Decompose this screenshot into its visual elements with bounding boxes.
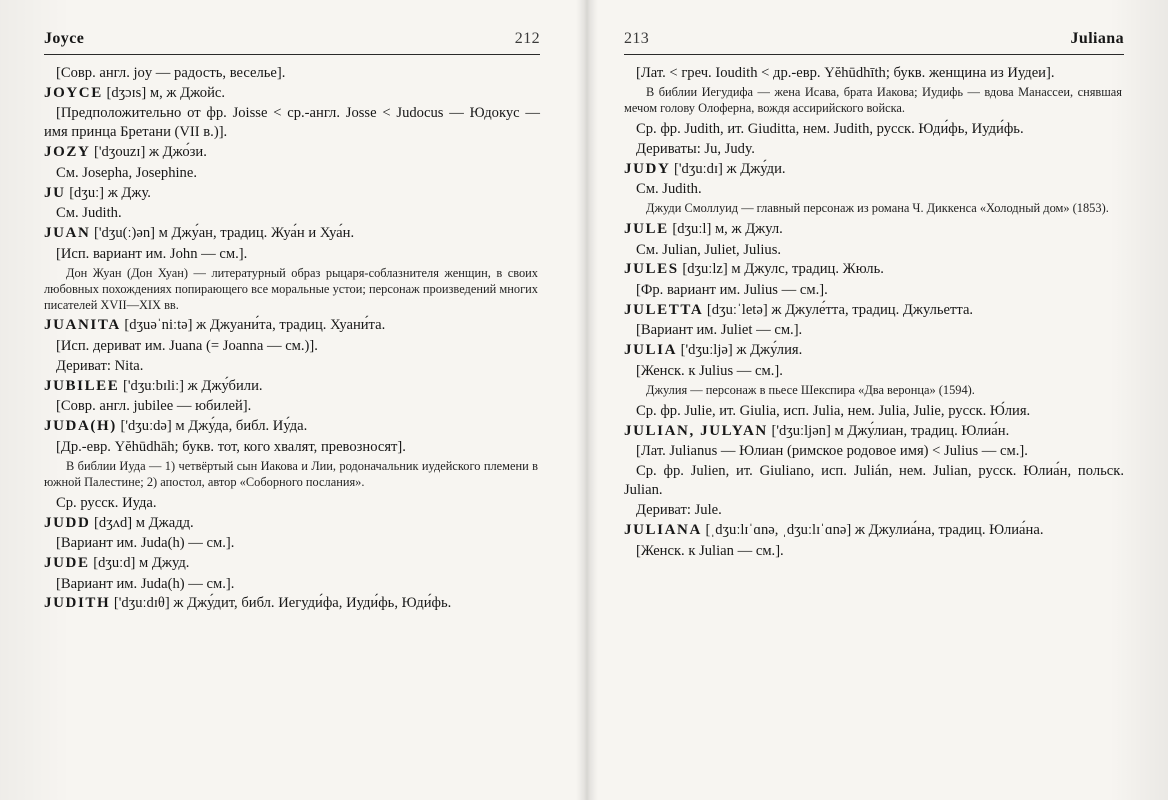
right-page-body bbox=[624, 64, 1124, 561]
derivative-line: Дериват: Nita. bbox=[56, 357, 144, 374]
left-head-rule bbox=[44, 54, 540, 55]
bracket-line: [Др.-евр. Yĕhūdhāh; букв. тот, кого хвалят, превозносят]. bbox=[56, 438, 406, 455]
see-line: См. Judith. bbox=[56, 205, 122, 222]
entry-headword-juanita: JUANITA [dʒuəˈniːtə] ж Джуани́та, традиц. Хуани́та. bbox=[44, 317, 386, 334]
right-running-head bbox=[624, 30, 1124, 50]
entry-headword-judith: JUDITH ['dʒuːdɪθ] ж Джу́дит, библ. Иегуди́фа, Иуди́фь, Юди́фь. bbox=[44, 595, 452, 612]
left-running-head bbox=[44, 30, 540, 50]
entry-headword-julia: JULIA ['dʒuːljə] ж Джу́лия. bbox=[624, 342, 803, 359]
derivative-line: Дериват: Jule. bbox=[636, 502, 722, 519]
note-line: В библии Иуда — 1) четвёртый сын Иакова и Лии, родоначальник иудейского племени в южной Палестине; 2) апостол, автор «Соборного послания». bbox=[44, 458, 538, 489]
bracket-line: [Лат. < греч. Ioudith < др.-евр. Yĕhūdhīth; букв. женщина из Иудеи]. bbox=[636, 65, 1055, 81]
bracket-line: [Вариант им. Juliet — см.]. bbox=[636, 322, 803, 339]
entry-headword-jules: JULES [dʒuːlz] м Джулс, традиц. Жюль. bbox=[624, 261, 884, 278]
note-line: В библии Иегудифа — жена Исава, брата Иакова; Иудифь — вдова Манассеи, снявшая мечом голову Олоферна, вождя ассирийского войска. bbox=[624, 84, 1122, 115]
bracket-line: [Вариант им. Juda(h) — см.]. bbox=[56, 535, 235, 552]
cognate-line: Ср. фр. Julien, ит. Giuliano, исп. Julián, нем. Julian, русск. Юлиа́н, польск. Julian. bbox=[624, 463, 1124, 499]
entry-headword-jozy: JOZY ['dʒouzɪ] ж Джо́зи. bbox=[44, 144, 207, 161]
bracket-line: [Исп. вариант им. John — см.]. bbox=[56, 245, 248, 262]
bracket-line: [Фр. вариант им. Julius — см.]. bbox=[636, 281, 828, 298]
note-line: Джулия — персонаж в пьесе Шекспира «Два веронца» (1594). bbox=[646, 382, 975, 397]
left-running-head-word: Joyce bbox=[44, 30, 85, 47]
see-line: См. Josepha, Josephine. bbox=[56, 164, 197, 181]
left-page-number: 212 bbox=[514, 30, 540, 47]
entry-headword-jubilee: JUBILEE ['dʒuːbɪliː] ж Джу́били. bbox=[44, 377, 263, 394]
bracket-line: [Совр. англ. jubilee — юбилей]. bbox=[56, 398, 252, 415]
bracket-line: [Женск. к Julian — см.]. bbox=[636, 542, 784, 559]
left-page-body bbox=[44, 64, 540, 614]
bracket-line: [Лат. Julianus — Юлиан (римское родовое имя) < Julius — см.]. bbox=[636, 443, 1028, 460]
see-line: См. Julian, Juliet, Julius. bbox=[636, 241, 782, 258]
right-page bbox=[584, 0, 1168, 800]
entry-headword-juletta: JULETTA [dʒuːˈletə] ж Джуле́тта, традиц. Джульетта. bbox=[624, 301, 974, 318]
entry-headword-juan: JUAN ['dʒu(ː)ən] м Джу́ан, традиц. Жуа́н и Хуа́н. bbox=[44, 225, 355, 242]
derivative-line: Дериваты: Ju, Judy. bbox=[636, 140, 755, 157]
entry-headword-ju: JU [dʒuː] ж Джу. bbox=[44, 184, 151, 201]
entry-headword-julian: JULIAN, JULYAN ['dʒuːljən] м Джу́лиан, традиц. Юлиа́н. bbox=[624, 422, 1010, 439]
entry-headword-judy: JUDY ['dʒuːdɪ] ж Джу́ди. bbox=[624, 160, 786, 177]
note-line: Джуди Смоллуид — главный персонаж из романа Ч. Диккенса «Холодный дом» (1853). bbox=[646, 201, 1109, 216]
bracket-line: [Совр. англ. joy — радость, веселье]. bbox=[56, 65, 286, 81]
bracket-line: [Вариант им. Juda(h) — см.]. bbox=[56, 575, 235, 592]
right-head-rule bbox=[624, 54, 1124, 55]
right-running-head-word: Juliana bbox=[1070, 30, 1124, 47]
entry-headword-juliana: JULIANA [ˌdʒuːlɪˈɑnə, ˌdʒuːlɪˈɑnə] ж Джулиа́на, традиц. Юлиа́на. bbox=[624, 522, 1044, 539]
entry-headword-judd: JUDD [dʒʌd] м Джадд. bbox=[44, 514, 194, 531]
bracket-line: [Исп. дериват им. Juana (= Joanna — см.)]. bbox=[56, 337, 318, 354]
entry-headword-judah: JUDA(H) ['dʒuːdə] м Джу́да, библ. Иу́да. bbox=[44, 418, 308, 435]
bracket-line: [Предположительно от фр. Joisse < ср.-англ. Josse < Judocus — Юдокус — имя принца Бретани (VII в.)]. bbox=[44, 105, 540, 141]
note-line: Дон Жуан (Дон Хуан) — литературный образ рыцаря-соблазнителя женщин, в своих любовных похождениях попирающего все моральные устои; персонаж произведений многих писателей XVII—XIX вв. bbox=[44, 265, 538, 312]
bracket-line: [Женск. к Julius — см.]. bbox=[636, 362, 783, 379]
cognate-line: Ср. фр. Judith, ит. Giuditta, нем. Judith, русск. Юди́фь, Иуди́фь. bbox=[636, 120, 1024, 137]
cognate-line: Ср. фр. Julie, ит. Giulia, исп. Julia, нем. Julia, Julie, русск. Ю́лия. bbox=[636, 402, 1031, 419]
see-line: См. Judith. bbox=[636, 181, 702, 198]
cognate-line: Ср. русск. Иуда. bbox=[56, 494, 157, 511]
right-page-number: 213 bbox=[624, 30, 650, 47]
entry-headword-jule: JULE [dʒuːl] м, ж Джул. bbox=[624, 221, 783, 237]
entry-headword-jude: JUDE [dʒuːd] м Джуд. bbox=[44, 555, 190, 571]
entry-headword-joyce: JOYCE [dʒɔɪs] м, ж Джойс. bbox=[44, 84, 226, 101]
